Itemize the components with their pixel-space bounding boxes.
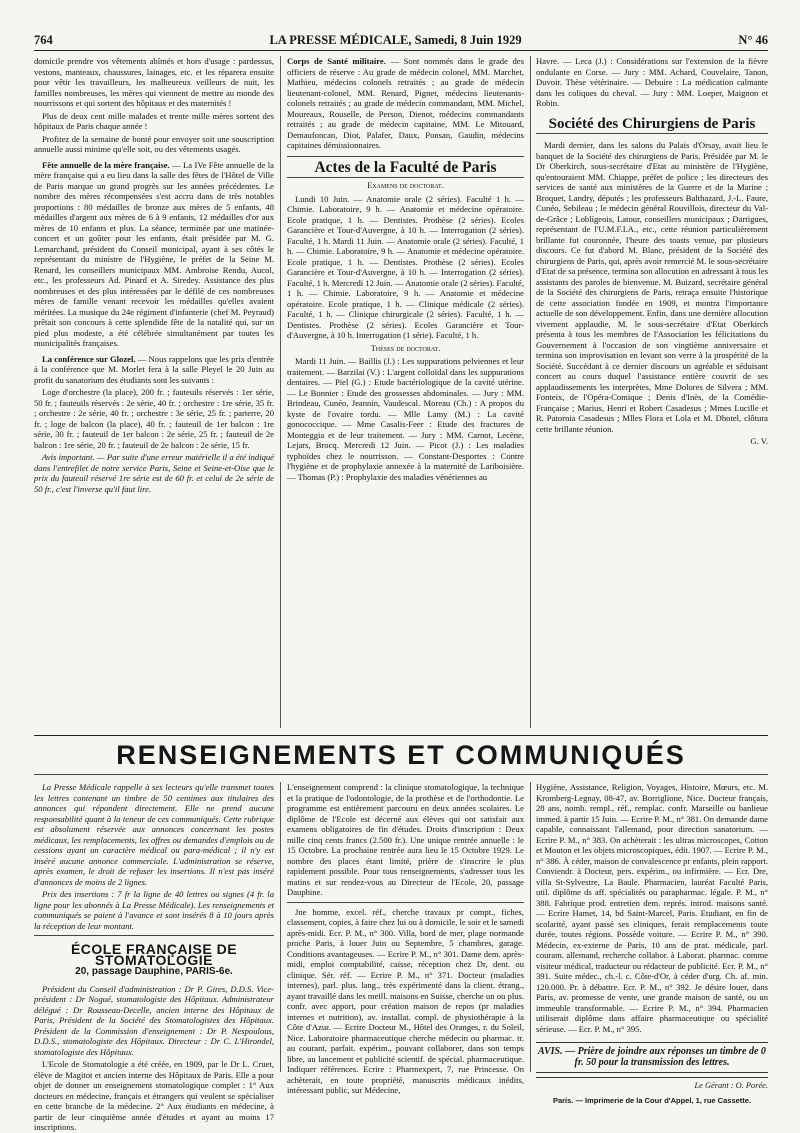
fete-text: — La IVe Fête annuelle de la mère française qui a eu lieu dans la salle des fêtes de l'Hôtel de Ville de Paris marque un grand progrès sur les années précédentes. Le nombre des mères récompensées s'est accru dans de très notables proportions : 80 médailles de bronze aux mères de 5 enfants, 48 médailles d'argent aux mères de 6 à 9 enfants, 12 médailles d'or aux mères de 10 enfants et plus. La séance, terminée par une matinée-concert et un goûter pour les enfants, était présidée par M. G. Lemarchand, président du Conseil municipal, ayant à ses côtés le représentant du ministre de l'Hygiène, le préfet de la Seine M. Renard, les conseillers municipaux MM. Ambroise Rendu, Aucol, etc., les professeurs Ad. Pinard et A. Siredey. Assistance des plus nombreuses et des plus intéressées par le défilé de ces nombreuses mères de famille venant recevoir les médailles qu'elles avaient méritées. La musique du 24e régiment d'infanterie (chef M. Peyraud) prêtait son concours à cette splendide fête de la natalité qui, sur un pied plus modeste, a été célébrée simultanément par toutes les municipalités françaises.: [34, 159, 274, 348]
clothing-appeal-p2: Plus de deux cent mille malades et trente mille mères sortent des hôpitaux de Paris chaque année !: [34, 110, 274, 131]
theses-continued: Havre. — Leca (J.) : Considérations sur l'extension de la fièvre ondulante en Corse. — Jury : MM. Achard, Couvelaire, Tanon, Duvoir. Thèse vétérinaire. — Debuire : La médication calmante dans les coliques du cheval. — Jury : MM. Loeper, Maignon et Robin.: [536, 56, 768, 108]
clothing-appeal-p3: Profitez de la semaine de bonté pour envoyer soit une souscription annuelle aussi minime qu'elle soit, ou des vêtements usagés.: [34, 133, 274, 154]
column-divider: [530, 782, 531, 1072]
ecole-enseignement: L'enseignement comprend : la clinique stomatologique, la technique et la pratique de l'odontologie, de la prothèse et de l'orthodontie. Le programme est entièrement parcouru en deux années scolaires. Le diplôme de l'Ecole est décerné aux élèves qui ont satisfait aux examens obligatoires de fin d'études. Droits d'inscription : Deux mille cinq cents francs (2.500 fr.). Une unique rentrée annuelle : le 15 Octobre. La prochaine rentrée aura lieu le 15 Octobre 1929. Le nombre des places étant limité, prière de s'inscrire le plus rapidement possible. Pour tous renseignements, s'adresser tous les matins et sur rendez-vous au Directeur de l'Ecole, 20, passage Dauphine.: [287, 782, 524, 897]
theses-heading: Thèses de doctorat.: [370, 343, 441, 353]
page-header: [34, 26, 768, 51]
column-divider: [280, 56, 281, 728]
imprimerie-line: Paris. — Imprimerie de la Cour d'Appel, 1, rue Cassette.: [552, 1095, 752, 1105]
insertion-prices: Prix des insertions : 7 fr la ligne de 40 lettres ou signes (4 fr. la ligne pour les abonnés à La Presse Médicale). Les renseignements et communiqués se paient à l'avance et sont insérés 8 à 10 jours après la réception de leur montant.: [34, 889, 274, 931]
column-divider: [530, 56, 531, 728]
glozel-title: La conférence sur Glozel.: [42, 353, 136, 364]
glozel-prices: Loge d'orchestre (la place), 200 fr. ; fauteuils réservés : 1er série, 50 fr. ; fauteuils réservés : 2e série, 40 fr. ; orchestre : 1re série, 35 fr. ; orchestre : 2e série, 40 fr. ; orchestre : 3e série, 25 fr. ; parterre, 20 fr. ; loge de balcon (la place), 40 fr. ; fauteuil de 1er balcon : 1re série, 30 fr. ; fauteuil de 1er balcon : 2e série, 25 fr. ; fauteuil de 2e balcon : 1re série, 20 fr. ; fauteuil de 2e balcon : 2e série, 15 fr.: [34, 387, 274, 450]
ecole-address: 20, passage Dauphine, PARIS-6e.: [75, 966, 233, 977]
societe-chirurgiens-title: Société des Chirurgiens de Paris: [536, 119, 768, 135]
signature: G. V.: [750, 436, 768, 446]
gerant-line: Le Gérant : O. Porée.: [536, 1077, 768, 1092]
upper-column-2: [287, 56, 524, 728]
page-number: 764: [34, 33, 53, 47]
lower-column-1: [34, 782, 274, 1132]
lower-column-2: [287, 782, 524, 1095]
ecole-stomatologie-title: ÉCOLE FRANÇAISE DE STOMATOLOGIE: [70, 941, 238, 968]
corps-sante-text: — Sont nommés dans le grade des officiers de réserve : Au grade de médecin colonel, MM. Marchet, Mathieu, médecins colonels retraités ; au grade de médecin lieutenant-colonel, MM. Renard, Pignet, médecins lieutenants-colonels retraités ; au grade de médecin commandant, MM. Michel, Moureaux, Rouselle, de Person, Dienot, médecins commandants retraités ; au grade de médecin capitaine, MM. Le Mitouard, Demaufoncan, Diot, Palafer, Daux, Ponsan, Gaudin, médecins capitaines démissionnaires.: [287, 56, 524, 150]
fete-article: [34, 160, 274, 349]
issue-number: N° 46: [738, 33, 768, 47]
lower-column-3: [536, 782, 768, 1105]
journal-title: LA PRESSE MÉDICALE, Samedi, 8 Juin 1929: [269, 33, 522, 47]
upper-column-1: [34, 56, 274, 728]
important-notice: Avis important. — Par suite d'une erreur matérielle il a été indiqué dans l'entrefilet de notre service Paris, Seine et Seine-et-Oise que le prix du fauteuil réservé 1re série est de 60 fr. et celui de 2e série de 50 fr., c'est l'inverse qu'il faut lire.: [34, 452, 274, 494]
upper-column-3: [536, 56, 768, 728]
section-rule: [287, 177, 524, 178]
corps-sante-title: Corps de Santé militaire.: [287, 56, 386, 66]
glozel-text: — Nous rappelons que les prix d'entrée à la conférence que M. Morlet fera à la salle Pleyel le 20 Juin au profit du sanatorium des étudiants sont les suivants :: [34, 353, 274, 385]
classified-ads-2: Jne homme, excel. réf., cherche travaux pr compt., fiches, classement, copies, à faire chez lui ou à domicile, le soir et le samedi après-midi. Ecr. P. M., n° 300. Villa, bord de mer, plage normande proche Paris, à louer Juin ou Septembre, 5 chambres, garage. Conditions avantageuses. — Ecrire P. M., n° 301. Dame dem. après-midi, emploi comptabilité, caisse, réception chez Dr, dent. ou clinique. Sér. réf. — Ecrire P. M., n° 371. Docteur (maladies internes), parl. plus. lang., très expérimenté dans la client. étrang., ayant travaillé dans les meill. maisons en Suisse, cherche un ou plus. confr. avec apport, pour création maison de repos (pr maladies internes et nutrition), av. installat. compl. de physiothérapie à la Côte d'Azur. — Ecrire Docteur M., Hôtel des Oranges, r. du Soleil, Nice. Laboratoire pharmaceutique cherche médecin ou pharmac. tr. au courant, parfait. expérim., pouvant collaborer, dans son temps libre, au lancement et publicité scientif. de spécial. pharmaceutique. Indiquer références. Ecrire : Pharmexpert, 7, rue Princesse. On achèterait, en toute propriété, manuscrits médicaux inédits, intéressant public, sur Médecine,: [287, 906, 524, 1095]
fete-title: Fête annuelle de la mère française.: [42, 159, 170, 170]
glozel-article: [34, 354, 274, 386]
intro-notice: La Presse Médicale rappelle à ses lecteurs qu'elle transmet toutes les lettres contenant un timbre de 50 centimes aux titulaires des annonces qui répondent directement. Elle ne prend aucune responsabilité quant à la teneur de ces communiqués. Cette rubrique est absolument réservée aux annonces concernant les postes médicaux, les remplacements, les offres ou demandes d'emplois ou de cessions ayant un caractère médical ou para-médical ; il n'y est inséré aucune annonce commerciale. L'administration se réserve, après examen, le droit de refuser les insertions. Il n'est pas inséré d'annonces de moins de 2 lignes.: [34, 782, 274, 887]
theses-text: Mardi 11 Juin. — Baillis (J.) : Les suppurations pelviennes et leur traitement. — Barzilai (V.) : L'argent colloïdal dans les suppurations dentaires. — Piel (G.) : Etude bactériologique de la cavité utérine. — Le Bonnier : Etude des grossesses abdominales. — Jury : MM. Brindeau, Cunéo, Jeannin, Vaudescal. Moreau (Ch.) : A propos du kyste de l'ovaire tordu. — Mlle Lamy (M.) : La cavité gonococcique. — Mme Casalis-Feer : Etude des fractures de Monteggia et de leur traitement. — Jury : MM. Carnot, Lecène, Lejars, Brocq. Mercredi 12 Juin. — Picot (J.) : Les maladies typhoïdes chez le nourrisson. — Constant-Desportes : Contre l'hygiène et de prophylaxie annexée à la maternité de Lariboisière. — Thomas (P.) : Prophylaxie des maladies vénériennes au: [287, 356, 524, 482]
corps-sante-article: [287, 56, 524, 151]
examens-text: Lundi 10 Juin. — Anatomie orale (2 séries). Faculté 1 h. — Chimie. Laboratoire, 9 h. — Anatomie et médecine opératoire. Ecole pratique, 1 h. — Dentistes. Prothèse (2 séries). Ecoles Garancière et Tour-d'Auvergne, à 10 h. — Interrogation (2 séries). Faculté, 1 h. Mardi 11 Juin. — Anatomie orale (2 séries). Faculté, 1 h. — Chimie. Laboratoire, 9 h. — Anatomie et médecine opératoire. Ecole pratique, 1 h. — Dentistes. Prothèse (2 séries). Ecoles Garancière et Tour-d'Auvergne, à 10 h. — Interrogation (2 séries). Faculté, 1 h. Mercredi 12 Juin. — Anatomie orale (2 séries). Faculté, 1 h. — Chimie. Laboratoire, 9 h. — Anatomie et médecine opératoire. Ecole pratique, 1 h. — Clinique médicale (2 séries). Faculté, 1 h. — Clinique chirurgicale (2 séries). Faculté, 1 h. — Dentistes. Prothèse (2 séries). Ecoles Garancière et Tour-d'Auvergne, à 10 h. Interrogation (1 série). Faculté, 1 h.: [287, 193, 524, 340]
avis-notice: AVIS. — Prière de joindre aux réponses un timbre de 0 fr. 50 pour la transmission des lettres.: [536, 1042, 768, 1073]
examens-heading: Examens de doctorat.: [367, 181, 444, 190]
section-rule: [34, 935, 274, 936]
renseignements-banner: RENSEIGNEMENTS ET COMMUNIQUÉS: [34, 735, 768, 775]
ecole-history: L'Ecole de Stomatologie a été créée, en 1909, par le Dr L. Cruet, élève de Magitot et ancien interne des Hôpitaux de Paris. Elle a pour objet de donner un enseignement stomatologique complet : 1° Aux docteurs en médecine, français et étrangers qui veulent se spécialiser en cette branche de la médecine. 2° Aux étudiants en médecine, à partir de leur cinquième année d'études et ayant au moins 17 inscriptions.: [34, 1059, 274, 1132]
section-rule: [287, 156, 524, 157]
section-rule: [287, 902, 524, 903]
ecole-staff: Président du Conseil d'administration : Dr P. Gires, D.D.S. Vice-président : Dr Nogué, stomatologiste des Hôpitaux. Administrateur délégué : Dr Rousseau-Decelle, ancien interne des Hôpitaux de Paris, Président de la Société des Stomatologistes des Hôpitaux. Président de la Commission d'enseignement : Dr P. Nespoulous, D.D.S., stomatologiste des Hôpitaux. Directeur : Dr C. L'Hirondel, stomatologiste des Hôpitaux.: [34, 983, 274, 1057]
clothing-appeal-p1: domicile prendre vos vêtements abîmés et hors d'usage : pardessus, vestons, manteaux, chaussures, lainages, etc. et les réparera ensuite pour vêtir les travailleurs, les malheureux veilleurs de nuit, les familles nombreuses, les mères qui viennent de mettre au monde des nourrissons et qui sortent des hôpitaux et des maternités !: [34, 56, 274, 108]
actes-faculte-title: Actes de la Faculté de Paris: [314, 158, 497, 176]
column-divider: [280, 782, 281, 1072]
classified-ads-3: Hygiène, Assistance, Religion, Voyages, Histoire, Mœurs, etc. M. Kromberg-Legnay, 08-47, av. Borriglione, Nice. Docteur français, 28 ans, nomb. rempl., réf., remplac. confr. Marseille ou banlieue immed. à partir 15 Juin. — Ecrire P. M., n° 381. On demande dame capable, connaissant l'allemand, pour direction sanatorium. — Ecrire P. M., n° 383. On achèterait : les ultras microscopes, Cotton et Mouton et les objets microscopiques, édit. 1907. — Ecrire P. M., n° 386. À céder, maison de convalescence pr enfants, plein rapport. Conviendr. à Docteur, pers. expérim., ou infirmière. — Ecr. Dre, villa St-Sylvestre, La Baule. Pharmacien, lauréat Faculté Paris, util. diplôme ds aff. spécialités ou parapharmac. légale. P. M., n° 388. Fabrique prod. entretien dem. représ. introd. maisons santé. — Ecrire Hamet, 14, bd Saint-Marcel, Paris. Etudiant, en fin de scolarité, ayant passé ses cliniques, ferait remplacements toute durée, toutes régions. Possède voiture. — Ecrire P. M., n° 390. Médecin, ex-externe de Paris, 10 ans de prat. médicale, parl. couram. allemand, recherche collabor. à Laborat. pharmac. comme visiteur médical, traducteur ou rédacteur de publicité. Ecr. P. M., n° 391. Suite médec., ch.-l. c. Côte-d'Or, à céder d'urg. Ch. af. min. 120.000. Pr. à débattre. Ecr. P. M., n° 392. Je désire louer, dans Paris, av. promesse de vente, une grande maison de santé, ou un immeuble transformable. — Ecrire P. M., n° 394. Pharmacien utiliserait diplôme dans affaire pharmaceutique ou spécialité sérieuse. — Ecr. P. M., n° 395.: [536, 782, 768, 1034]
societe-chirurgiens-text: Mardi dernier, dans les salons du Palais d'Orsay, avait lieu le banquet de la Société des chirurgiens de Paris. Présidée par M. le Dr Oberkirch, sous-secrétaire d'Etat au ministère de l'Hygiène, qu'entouraient MM. Chiappe, préfet de police ; les directeurs des services de santé aux ministères de la Guerre et de la Marine ; Broquet, Landry, députés ; les professeurs Balthazard, J.-L. Faure, Cunéo, Sebileau ; le médecin général Rouvillois, directeur du Val-de-Grâce ; Loblígeois, Latour, conseillers municipaux ; Dartigues, représentant de l'U.M.F.I.A., etc., cette réunion particulièrement brillante fut couronnée, l'heure des toasts venue, par plusieurs discours. Ce fut d'abord M. Blanc, président de la Société des chirurgiens de Paris, qui, après avoir remercié M. le sous-secrétaire d'Etat de sa présence, termina son allocution en adressant à tous les assistants des paroles de bienvenue. M. Buizard, secrétaire général de la Société des chirurgiens de Paris, retraça ensuite l'historique de cette association fondée en 1909, et montra l'importance actuelle de son développement. Enfin, dans une dernière allocution vivement applaudie, M. le sous-secrétaire d'Etat Oberkirch présenta à tous les membres de l'Association les félicitations du Gouvernement à l'occasion de son vingtième anniversaire et termina son improvisation en levant son verre à la prospérité de la Société. Succédant à ce dernier discours un agréable et séduisant concert au cours duquel l'assistance entière couvrit de ses applaudissements les interprètes, Mme Dolores de Silvera ; MM. Fonteix, de l'Opéra-Comique ; Denis d'Inès, de la Comédie-Française ; Marius, Henri et Robert Casadesus ; Mmes Lucille et R. Patornia Casadesus ; Mlles Flora et Lola et M. Dhotel, clôtura cette brillante réunion.: [536, 140, 768, 434]
